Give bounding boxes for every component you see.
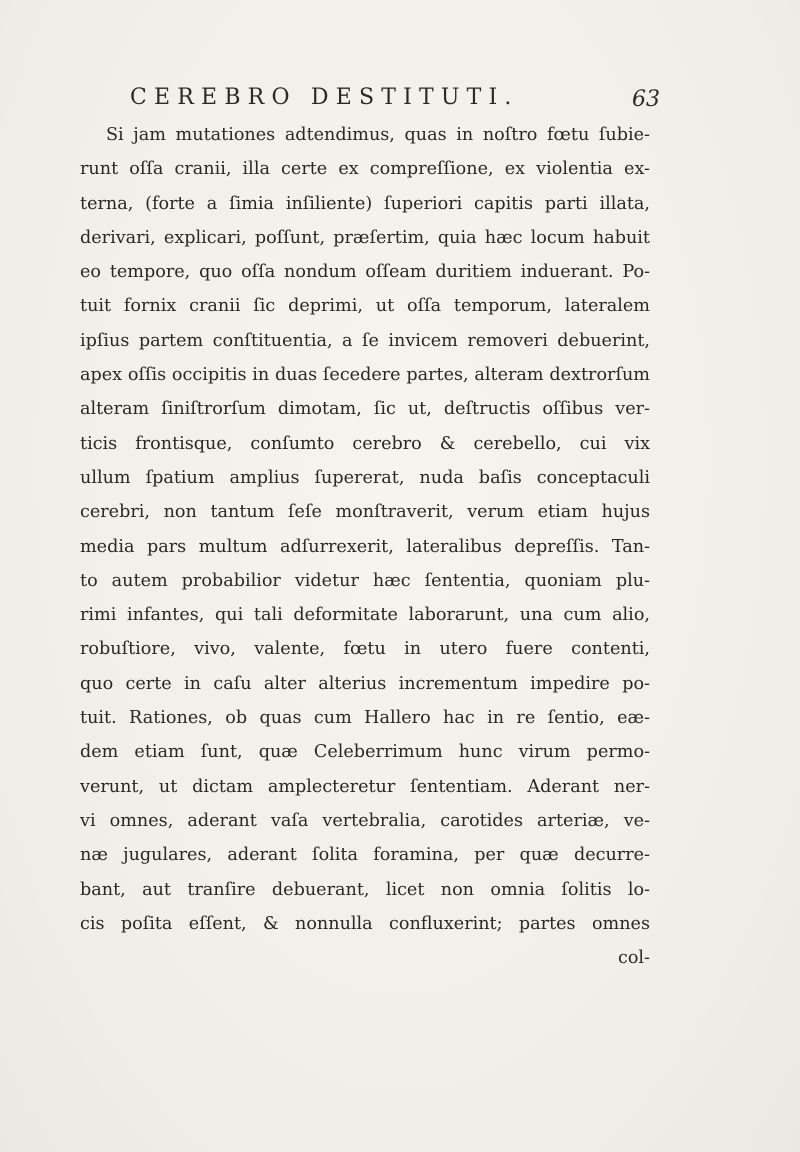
text-line: tuit. Rationes, ob quas cum Hallero hac in re ſentio, eæ- <box>80 708 650 729</box>
text-line: ticis frontisque, conſumto cerebro & cerebello, cui vix <box>80 433 650 454</box>
text-line: robuſtiore, vivo, valente, fœtu in utero fuere contenti, <box>80 639 650 660</box>
text-line: dem etiam ſunt, quæ Celeberrimum hunc virum permo- <box>80 742 650 763</box>
text-line: cis poſita eſſent, & nonnulla confluxerint; partes omnes <box>80 913 650 934</box>
text-line: ullum ſpatium amplius ſupererat, nuda baſis conceptaculi <box>80 467 650 488</box>
text-line: terna, (forte a ſimia inſiliente) ſuperiori capitis parti illata, <box>80 193 650 214</box>
text-line: tuit fornix cranii ſic deprimi, ut oſſa temporum, lateralem <box>80 296 650 317</box>
text-line: alteram ſiniſtrorſum dimotam, ſic ut, deſtructis oſſibus ver- <box>80 399 650 420</box>
text-line: derivari, explicari, poſſunt, præſertim, quia hæc locum habuit <box>80 227 650 248</box>
text-line: næ jugulares, aderant ſolita foramina, per quæ decurre- <box>80 845 650 866</box>
text-line: rimi infantes, qui tali deformitate laborarunt, una cum alio, <box>80 605 650 626</box>
text-line: eo tempore, quo oſſa nondum oſſeam duritiem induerant. Po- <box>80 262 650 283</box>
page-header <box>130 80 660 116</box>
running-title: CEREBRO DESTITUTI. <box>130 85 519 110</box>
text-line: quo certe in caſu alter alterius incrementum impedire po- <box>80 673 650 694</box>
catchword: col- <box>617 948 650 969</box>
text-line: runt oſſa cranii, illa certe ex compreſſione, ex violentia ex- <box>80 159 650 180</box>
page-number: 63 <box>632 87 660 112</box>
text-line: apex oſſis occipitis in duas ſecedere partes, alteram dextrorſum <box>80 365 650 386</box>
text-line: bant, aut tranſire debuerant, licet non omnia ſolitis lo- <box>80 879 650 900</box>
text-line: vi omnes, aderant vaſa vertebralia, carotides arteriæ, ve- <box>80 810 650 831</box>
text-line: cerebri, non tantum ſeſe monſtraverit, verum etiam hujus <box>80 502 650 523</box>
text-line: Si jam mutationes adtendimus, quas in noſtro fœtu ſubie- <box>106 125 650 145</box>
body-text <box>80 118 650 975</box>
text-line: to autem probabilior videtur hæc ſententia, quoniam plu- <box>80 570 650 591</box>
text-line: verunt, ut dictam amplecteretur ſententiam. Aderant ner- <box>80 776 650 797</box>
text-line: media pars multum adſurrexerit, lateralibus depreſſis. Tan- <box>80 536 650 557</box>
text-line: ipſius partem conſtituentia, a ſe invicem removeri debuerint, <box>80 330 650 351</box>
